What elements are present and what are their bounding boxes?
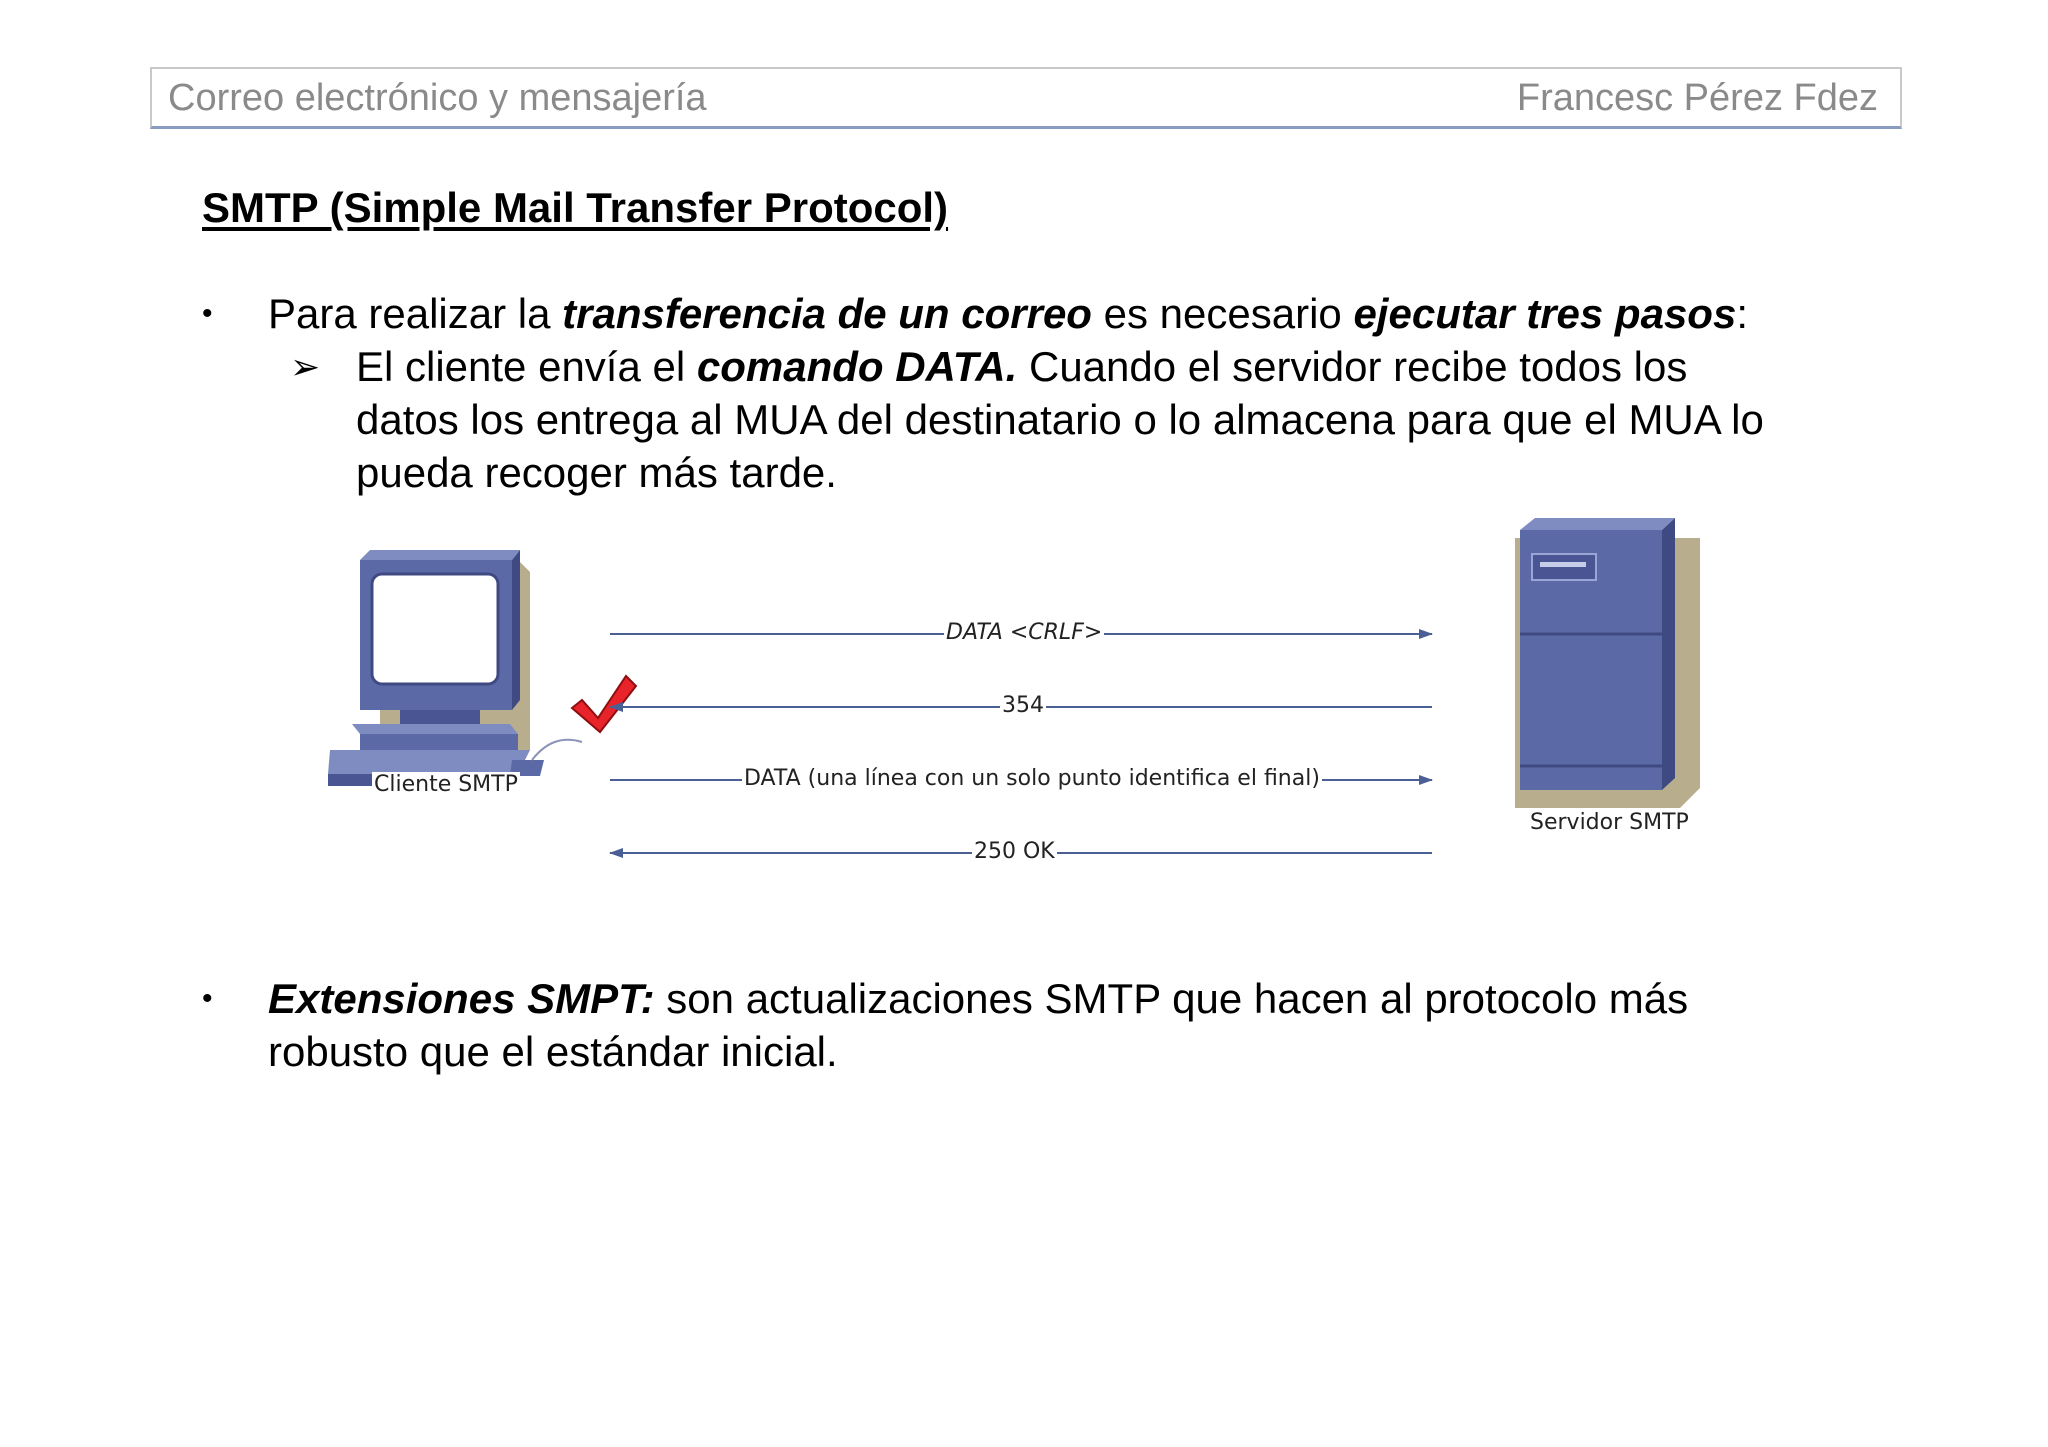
bullet-marker: • — [202, 297, 213, 330]
text-line — [268, 972, 1688, 1025]
arrow-bullet-icon: ➢ — [290, 346, 321, 387]
slide-header — [150, 67, 1902, 129]
text-line: robusto que el estándar inicial. — [268, 1028, 838, 1075]
bullet-text — [268, 287, 1748, 340]
text-run: es necesario — [1091, 290, 1354, 337]
message-label: DATA (una línea con un solo punto identifica el final) — [744, 766, 1320, 791]
author-name: Francesc Pérez Fdez — [1516, 77, 1878, 119]
client-label: Cliente SMTP — [374, 772, 518, 797]
bullet-transfer-steps — [202, 287, 1902, 347]
bullet-smtp-extensions — [202, 972, 1902, 1092]
sub-bullet-data-command — [290, 340, 1890, 510]
emphasis-text: ejecutar tres pasos — [1353, 290, 1737, 337]
text-line — [356, 340, 1764, 393]
message-label: DATA <CRLF> — [946, 620, 1103, 645]
course-title: Correo electrónico y mensajería — [168, 77, 707, 119]
emphasis-text: Extensiones SMPT: — [268, 975, 655, 1022]
server-icon — [1515, 518, 1700, 808]
text-line: pueda recoger más tarde. — [356, 449, 837, 496]
text-line: datos los entrega al MUA del destinatario o lo almacena para que el MUA lo — [356, 396, 1764, 443]
text-run: : — [1736, 290, 1748, 337]
client-computer-icon — [328, 550, 582, 786]
text-run: Para realizar la — [268, 290, 563, 337]
sub-bullet-text — [356, 340, 1764, 499]
message-label: 250 OK — [974, 839, 1055, 864]
text-run: Cuando el servidor recibe todos los — [1017, 343, 1688, 390]
text-run: El cliente envía el — [356, 343, 697, 390]
emphasis-text: comando DATA. — [696, 343, 1018, 390]
checkmark-icon — [572, 676, 636, 732]
bullet-marker: • — [202, 982, 213, 1015]
server-label: Servidor SMTP — [1530, 810, 1689, 835]
smtp-data-exchange-diagram — [300, 510, 1720, 890]
slide-title: SMTP (Simple Mail Transfer Protocol) — [202, 184, 949, 231]
text-run: son actualizaciones SMTP que hacen al protocolo más — [654, 975, 1689, 1022]
emphasis-text: transferencia de un correo — [562, 290, 1092, 337]
message-label: 354 — [1002, 693, 1044, 718]
bullet-text — [268, 972, 1688, 1078]
